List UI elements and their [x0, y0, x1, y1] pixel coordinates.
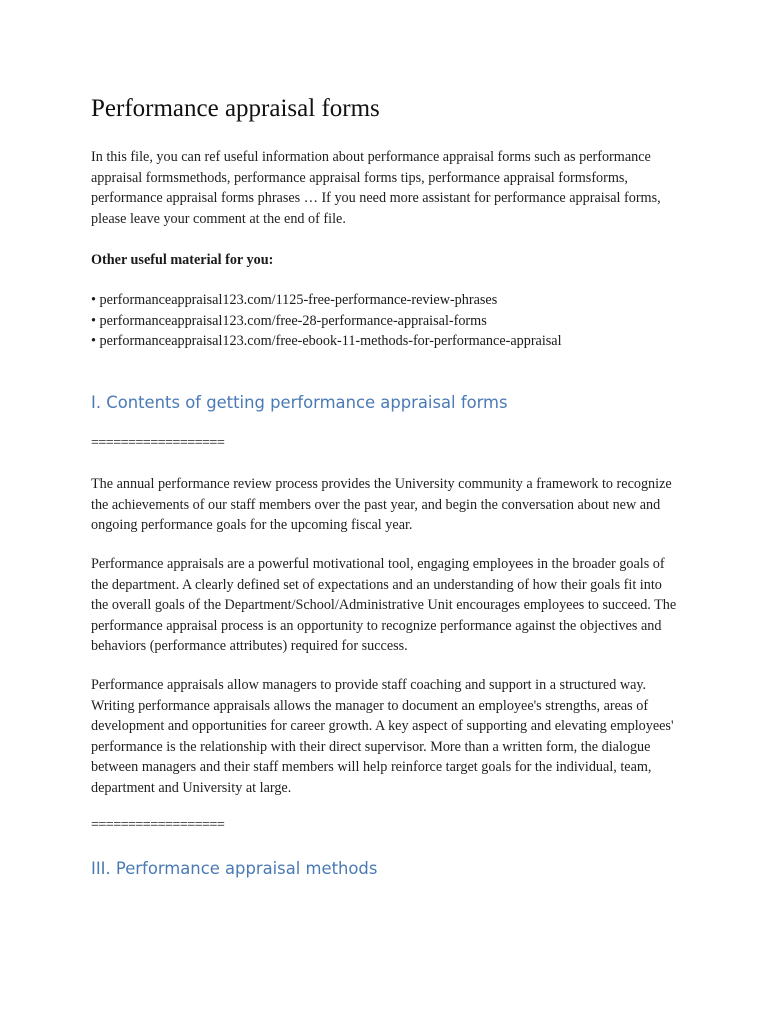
link-item[interactable]: • performanceappraisal123.com/free-28-performance-appraisal-forms — [91, 312, 487, 329]
section-heading-contents: I. Contents of getting performance appraisal forms — [91, 393, 508, 412]
section-heading-methods: III. Performance appraisal methods — [91, 859, 378, 878]
body-paragraph: The annual performance review process provides the University community a framework to recognize the achievements of our staff members over the past year, and begin the conversation about new and ongoing performance goals for the upcoming fiscal year. — [91, 476, 672, 533]
link-item[interactable]: • performanceappraisal123.com/1125-free-performance-review-phrases — [91, 292, 498, 308]
intro-paragraph: In this file, you can ref useful information about performance appraisal forms such as performance appraisal formsmethods, performance appraisal forms tips, performance appraisal formsforms, performance appraisal forms phrases … If you need more assistant for performance appraisal forms, please leave your comment at the end of file. — [91, 149, 661, 227]
link-item[interactable]: • performanceappraisal123.com/free-ebook-11-methods-for-performance-appraisal — [91, 333, 562, 349]
divider-line: ================== — [91, 817, 225, 833]
useful-material-heading: Other useful material for you: — [91, 252, 274, 268]
document-title: Performance appraisal forms — [91, 95, 380, 122]
body-paragraph: Performance appraisals are a powerful motivational tool, engaging employees in the broader goals of the department. A clearly defined set of expectations and an understanding of how their goals fit into the overall goals of the Department/School/Administrative Unit encourages employees to succeed. The performance appraisal process is an opportunity to recognize performance against the objectives and behaviors (performance attributes) required for success. — [91, 556, 677, 654]
body-paragraph: Performance appraisals allow managers to provide staff coaching and support in a structured way. Writing performance appraisals allows the manager to document an employee's strengths, areas of development and opportunities for career growth. A key aspect of supporting and elevating employees' performance is the relationship with their direct supervisor. More than a written form, the dialogue between managers and their staff members will help reinforce target goals for the individual, team, department and University at large. — [91, 677, 674, 796]
useful-links-list — [91, 290, 562, 352]
divider-line: ================== — [91, 435, 225, 451]
